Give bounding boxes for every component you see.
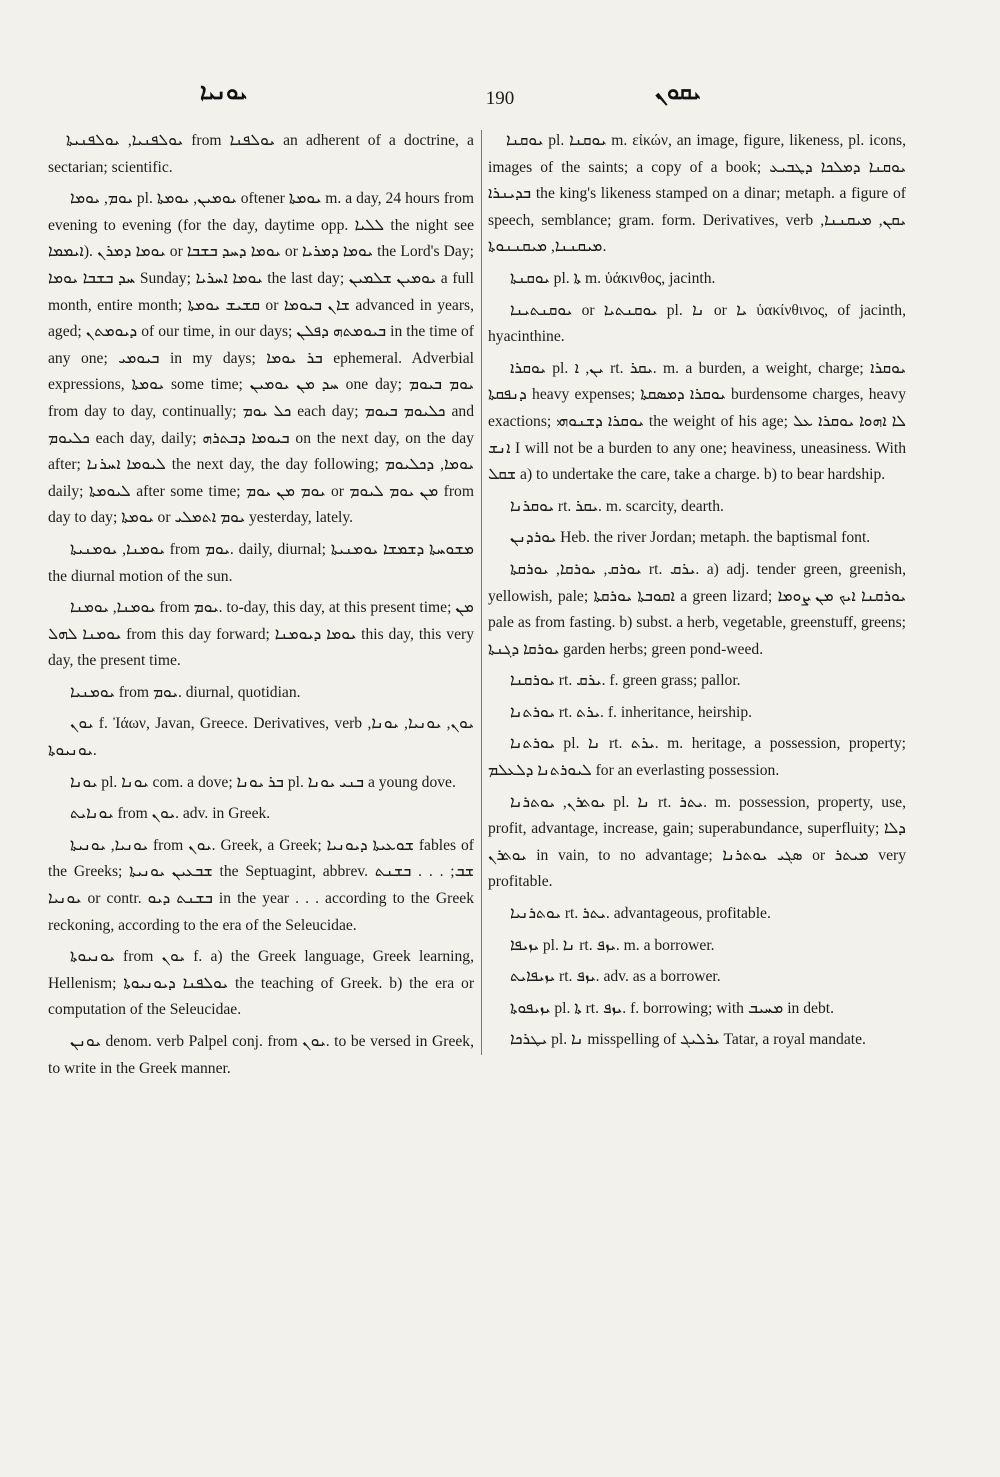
- dictionary-entry: ܝܘܢܝܐ, ܝܘܢܝܬܐ from ܝܘܢ. Greek, a Greek; ܫܘܥܝܬܐ ܕܝܘܢܝܐ fables of the Greeks; ܫܒܥܝܢ ܝܘܢܝܬܐ the Septuagint, abbrev. ܫܒ; . . . ܒܫܢܬ ܝܘܢܝܐ or contr. ܒܫܢܬ ܕܝܘ in the year . . . according to the Greek reckoning, according to the era of the Seleucidae.: [48, 836, 475, 934]
- dictionary-entry: ܝܙܝܦܐܝܬ rt. ܝܙܦ. adv. as a borrower.: [510, 968, 721, 986]
- dictionary-entry: ܝܘܪܬܢܐ rt. ܝܪܬ. f. inheritance, heirship.: [510, 703, 753, 721]
- dictionary-entry: ܝܘܩܪܢܐ rt. ܝܩܪ. m. scarcity, dearth.: [510, 497, 724, 515]
- right-column: [488, 128, 906, 1059]
- dictionary-entry: ܝܘܩܢܐ pl. ܝܘܩܢܐ m. εἰκών, an image, figure, likeness, pl. icons, images of the saints; a copy of a book; ܝܘܩܢܐ ܕܡܠܟܐ ܕܛܒܝܥ ܒܕܝܢܪܐ the king's likeness stamped on a dinar; metaph. a figure of speech, semblance; gram. form. Derivatives, verb ܝܩܢ, ܡܝܩܢܢܐ, ܡܝܩܢܢܐ, ܡܝܩܢܢܘܬܐ.: [488, 132, 906, 256]
- dictionary-entry: ܝܘܢܢ denom. verb Palpel conj. from ܝܘܢ. to be versed in Greek, to write in the Greek manner.: [48, 1033, 474, 1077]
- dictionary-entry: ܝܘܬܪܢܝܐ rt. ܝܬܪ. advantageous, profitable.: [510, 905, 771, 923]
- dictionary-entry: ܝܙܝܦܐ pl. ܢܐ rt. ܝܙܦ. m. a borrower.: [510, 936, 715, 954]
- dictionary-entry: ܝܘܪܬܢܐ pl. ܢܐ rt. ܝܪܬ. m. heritage, a possession, property; ܠܝܘܪܬܢܐ ܕܠܥܠܡ for an everlasting possession.: [488, 735, 906, 780]
- dictionary-entry: ܝܘܠܦܢܝܐ, ܝܘܠܦܢܝܬܐ from ܝܘܠܦܢܐ an adherent of a doctrine, a sectarian; scientific.: [48, 132, 474, 176]
- dictionary-entry: ܝܘܪܩܢܐ rt. ܝܪܩ. f. green grass; pallor.: [510, 672, 741, 690]
- dictionary-entry: ܝܘܩܪܐ pl. ܝܢ, ܐ rt. ܝܩܪ. m. a burden, a weight, charge; ܝܘܩܪܐ ܕܢܦܩܬܐ heavy expenses; ܝܘܩܪܐ ܕܡܣܩܬܐ burdensome charges, heavy exactions; ܝܘܩܪܐ ܕܫܢܘܗܝ the weight of his age; ܠܐ ܐܗܘܐ ܝܘܩܪܐ ܥܠ ܐܢܫ I will not be a burden to any one; heaviness, uneasiness. With ܫܩܠ a) to undertake the care, take a charge. b) to bear hardship.: [488, 359, 907, 484]
- dictionary-entry: ܝܘܢܐ pl. ܝܘܢܐ com. a dove; ܒܪ ܝܘܢܐ pl. ܒܢܝ ܝܘܢܐ a young dove.: [70, 773, 456, 791]
- page-number: 190: [485, 88, 515, 109]
- dictionary-entry: ܝܘܢܐܝܬ from ܝܘܢ. adv. in Greek.: [70, 805, 271, 823]
- dictionary-entry: ܝܘܪܕܢܢ Heb. the river Jordan; metaph. the baptismal font.: [510, 529, 871, 547]
- dictionary-entry: ܝܘܡܢܐ, ܝܘܡܢܐ from ܝܘܡ. to-day, this day, at this present time; ܡܢ ܝܘܡܢܐ ܠܗܠ from this day forward; ܝܘܡܐ ܕܝܘܡܢܐ this day, this very day, the present time.: [48, 599, 474, 670]
- left-column: [48, 128, 474, 1087]
- dictionary-entry: ܝܘܡܢܝܐ from ܝܘܡ. diurnal, quotidian.: [70, 683, 301, 701]
- dictionary-entry: ܝܙܝܦܘܬܐ pl. ܬܐ rt. ܝܙܦ. f. borrowing; with ܡܚܝܒ in debt.: [510, 999, 834, 1017]
- dictionary-entry: ܝܘܢܝܘܬܐ from ܝܘܢ f. a) the Greek language, Greek learning, Hellenism; ܝܘܠܦܢܐ ܕܝܘܢܝܘܬܐ the teaching of Greek. b) the era or computation of the Seleucidae.: [48, 948, 475, 1019]
- right-running-headword: ܝܩܘܢ: [655, 80, 701, 105]
- dictionary-entry: ܝܘܡ, ܝܘܡܐ pl. ܝܘܡܝܢ, ܝܘܡܬܐ oftener ܝܘܡܬܐ m. a day, 24 hours from evening to evening (for the day, daytime opp. ܠܠܝܐ the night see ܐܝܡܡܐ). ܝܘܡܐ ܕܡܪܢ or ܝܘܡܐ ܕܚܕ ܒܫܒܐ or ܝܘܡܐ ܕܡܪܝܐ the Lord's Day; ܚܕ ܒܫܒܐ ܝܘܡܐ Sunday; ܝܘܡܐ ܐܚܪܝܐ the last day; ܝܘܡܝܢ ܫܠܡܝܢ a full month, entire month; ܩܫܝܫ ܝܘܡܬܐ or ܫܐܢ ܒܝܘܡܐ advanced in years, aged; ܕܝܘܡܬܢ of our time, in our days; ܒܝܘܡܬܗ ܕܦܠܢ in the time of any one; ܒܝܘܡܝ in my days; ܒܪ ܝܘܡܐ ephemeral. Adverbial expressions, ܝܘܡܬܐ some time; ܚܕ ܡܢ ܝܘܡܝܢ one day; ܝܘܡ ܒܝܘܡ from day to day, continually; ܟܠ ܝܘܡ each day; ܟܠܝܘܡ ܒܝܘܡ and ܟܠܝܘܡ each day, daily; ܒܝܘܡܐ ܕܒܬܪܗ on the next day, on the day after; ܠܝܘܡܐ ܐܚܪܢܐ the next day, the day following; ܝܘܡܐ, ܕܟܠܝܘܡ daily; ܠܝܘܡܬܐ after some time; ܝܘܡ ܡܢ ܝܘܡ or ܡܢ ܝܘܡ ܠܝܘܡ from day to day; ܝܘܡܬܐ or ܝܘܡ ܐܬܡܠܝ yesterday, lately.: [48, 190, 475, 527]
- dictionary-entry: ܝܛܪܟܐ pl. ܢܐ misspelling of ܝܪܠܝܓ Tatar, a royal mandate.: [510, 1031, 866, 1049]
- column-divider: [481, 130, 482, 1055]
- dictionary-entry: ܝܘܩܢܬܐ pl. ܬܐ m. ὑάκινθος, jacinth.: [510, 269, 716, 287]
- dictionary-entry: ܝܘܢ f. Ἰάων, Javan, Greece. Derivatives, verb ܝܘܢ, ܝܘܢܝܐ, ܝܘܢܐ, ܝܘܢܝܘܬܐ.: [48, 715, 474, 760]
- dictionary-entry: ܝܘܬܪܢ, ܝܘܬܪܢܐ pl. ܢܐ rt. ܝܬܪ. m. possession, property, use, profit, advantage, increase, gain; superabundance, superfluity; ܕܠܐ ܝܘܬܪܢ in vain, to no advantage; ܣܓܝ ܝܘܬܪܢܐ or ܡܝܬܪ very profitable.: [488, 793, 906, 891]
- dictionary-entry: ܝܘܪܩ, ܝܘܪܩܐ, ܝܘܪܩܬܐ rt. ܝܪܩ. a) adj. tender green, greenish, yellowish, pale; ܐܩܘܒܬܐ ܝܘܪܩܬܐ a green lizard; ܝܘܪܩܢܐ ܐܝܟ ܡܢ ܨܘܡܐ pale as from fasting. b) subst. a herb, vegetable, greenstuff, greens; ܝܘܪܩܐ ܕܓܢܬܐ garden herbs; green pond-weed.: [488, 560, 906, 658]
- left-running-headword: ܝܘܢܝܐ: [200, 80, 248, 105]
- dictionary-entry: ܝܘܡܢܐ, ܝܘܡܢܝܬܐ from ܝܘܡ. daily, diurnal; ܡܫܘܚܬܐ ܕܫܡܫܐ ܝܘܡܢܝܬܐ the diurnal motion of the sun.: [48, 540, 475, 585]
- dictionary-entry: ܝܘܩܢܬܝܢܐ or ܝܘܩܢܬܝܐ pl. ܢܐ or ܝܐ ὑακίνθινος, of jacinth, hyacinthine.: [488, 301, 906, 346]
